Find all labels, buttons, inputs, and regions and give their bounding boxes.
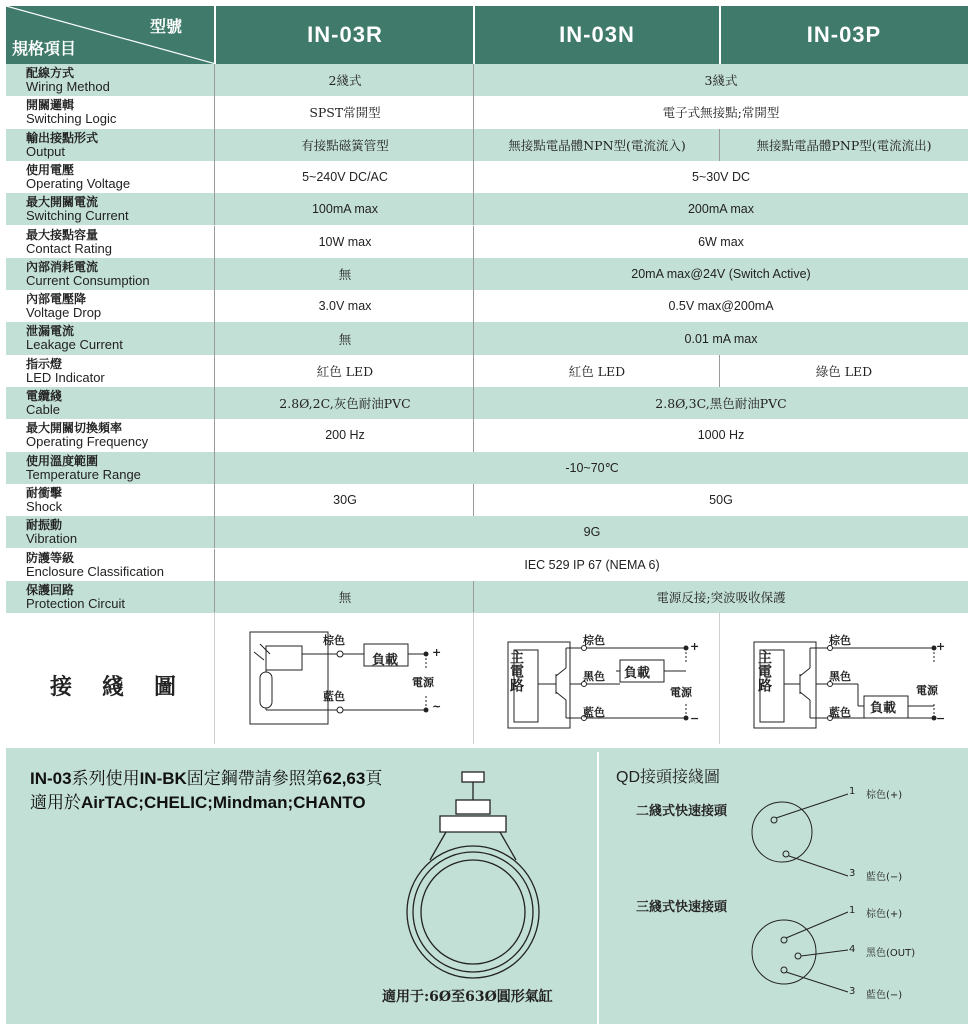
spec-label-zh: 耐振動	[26, 518, 63, 533]
spec-value-in03r: 30G	[333, 493, 357, 508]
spec-label	[26, 518, 77, 546]
spec-label	[26, 292, 101, 320]
spec-label	[26, 163, 130, 191]
spec-row	[6, 516, 968, 548]
spec-row	[6, 193, 968, 225]
spec-label	[26, 324, 123, 352]
spec-value-in03r: SPST常開型	[309, 105, 381, 121]
spec-value-all: -10~70℃	[565, 461, 619, 476]
in03n-minus-sign: −	[690, 712, 700, 725]
in03n-main-circuit-label: 主電路	[508, 650, 524, 692]
spec-value-in03p: 無接點電晶體PNP型(電流流出)	[756, 137, 932, 153]
spec-value-all: 9G	[583, 525, 601, 540]
spec-value-in03n: 無接點電晶體NPN型(電流流入)	[508, 137, 686, 153]
spec-label-en: Switching Current	[26, 208, 129, 224]
wiring-diagram-in03n	[500, 624, 710, 740]
spec-value-in03n-p: 50G	[709, 493, 733, 508]
spec-label-en: Operating Frequency	[26, 434, 149, 450]
spec-label	[26, 583, 125, 611]
spec-value-in03r: 有接點磁簧管型	[301, 137, 389, 153]
in03r-ac-sign: ~	[432, 700, 442, 713]
in03r-brown-label: 棕色	[323, 634, 345, 647]
spec-row	[6, 452, 968, 484]
qd2-pin1-label: 棕色(+)	[866, 790, 903, 801]
in03n-brown-label: 棕色	[583, 634, 605, 647]
spec-label-en: Operating Voltage	[26, 175, 131, 191]
qd2-pin3-label: 藍色(−)	[866, 872, 903, 883]
spec-label-en: Voltage Drop	[26, 305, 102, 321]
spec-label	[26, 98, 116, 126]
bracket-note: IN-03系列使用IN-BK固定鋼帶請參照第62,63頁	[30, 769, 383, 788]
spec-value-in03r: 紅色 LED	[316, 363, 374, 379]
spec-value-in03n-p: 電子式無接點;常開型	[662, 105, 780, 121]
spec-label-en: Cable	[26, 402, 60, 417]
spec-value-in03r: 2.8Ø,2C,灰色耐油PVC	[279, 396, 411, 412]
spec-label-en: Output	[26, 143, 66, 159]
spec-label-zh: 最大接點容量	[26, 227, 99, 242]
spec-label	[26, 131, 98, 159]
spec-row	[6, 290, 968, 322]
spec-value-in03n-p: 0.5V max@200mA	[668, 299, 774, 314]
spec-label	[26, 357, 105, 385]
spec-row	[6, 258, 968, 290]
spec-value-in03r: 5~240V DC/AC	[302, 170, 388, 185]
spec-value-in03r: 2綫式	[328, 73, 362, 89]
spec-row	[6, 64, 968, 96]
spec-label-en: Switching Logic	[26, 111, 117, 127]
spec-row	[6, 161, 968, 193]
spec-label-zh: 內部電壓降	[26, 292, 87, 307]
in03p-power-label: 電源	[916, 684, 938, 697]
spec-value-in03r: 3.0V max	[318, 299, 372, 314]
spec-value-in03p: 綠色 LED	[815, 363, 873, 379]
spec-value-in03n-p: 5~30V DC	[691, 170, 751, 185]
spec-value-in03r: 無	[338, 589, 352, 605]
model-in03p-header: IN-03P	[806, 22, 882, 47]
qd3-pin4-number: 4	[849, 944, 856, 955]
compatibility-note: 適用於AirTAC;CHELIC;Mindman;CHANTO	[30, 793, 366, 812]
spec-value-all: IEC 529 IP 67 (NEMA 6)	[524, 557, 660, 572]
qd-two-wire-connector	[740, 784, 860, 884]
spec-row	[6, 387, 968, 419]
header-spec-label: 規格項目	[12, 39, 77, 58]
spec-value-in03n-p: 6W max	[698, 234, 744, 249]
spec-value-in03r: 200 Hz	[325, 428, 365, 443]
spec-value-in03n-p: 1000 Hz	[697, 428, 745, 443]
in03n-power-label: 電源	[670, 686, 692, 699]
spec-label	[26, 66, 110, 94]
spec-label-en: Enclosure Classification	[26, 563, 165, 579]
spec-value-in03n-p: 2.8Ø,3C,黑色耐油PVC	[655, 396, 787, 412]
in03r-plus-sign: +	[432, 646, 442, 659]
qd2-pin1-number: 1	[849, 786, 856, 797]
in03p-brown-label: 棕色	[829, 634, 851, 647]
spec-label	[26, 486, 62, 514]
spec-label-en: Wiring Method	[26, 79, 110, 94]
spec-value-in03n-p: 20mA max@24V (Switch Active)	[631, 266, 811, 281]
spec-row	[6, 129, 968, 161]
model-in03n-header: IN-03N	[559, 22, 635, 47]
spec-label-zh: 保護回路	[26, 582, 75, 597]
qd2-pin3-number: 3	[849, 868, 856, 879]
spec-label-zh: 指示燈	[26, 356, 63, 371]
mounting-band-illustration	[400, 770, 550, 984]
spec-label-zh: 耐衝擊	[26, 485, 63, 500]
spec-label-en: Temperature Range	[26, 466, 141, 482]
spec-label-en: Vibration	[26, 531, 78, 547]
spec-label-zh: 使用溫度範圍	[26, 453, 99, 468]
in03p-blue-label: 藍色	[829, 706, 851, 719]
spec-label	[26, 260, 150, 288]
spec-label-zh: 防護等級	[26, 550, 75, 565]
spec-label-zh: 配線方式	[26, 66, 75, 80]
in03p-black-label: 黑色	[829, 670, 851, 683]
spec-label-zh: 輸出接點形式	[26, 130, 99, 145]
spec-label-en: Leakage Current	[26, 337, 123, 353]
cylinder-range-caption: 適用于:6Ø至63Ø圓形氣缸	[382, 989, 553, 1005]
in03p-load-label: 負載	[870, 701, 897, 716]
spec-label-en: Current Consumption	[26, 272, 150, 288]
spec-label-zh: 內部消耗電流	[26, 259, 99, 274]
spec-label-en: Shock	[26, 498, 63, 514]
wiring-diagram-title: 接綫圖	[50, 674, 207, 700]
spec-value-in03n: 紅色 LED	[568, 363, 626, 379]
in03p-minus-sign: −	[936, 712, 946, 725]
spec-label	[26, 389, 62, 417]
spec-label-zh: 最大開關切換頻率	[26, 421, 123, 436]
model-in03r-header: IN-03R	[307, 22, 383, 47]
in03r-blue-label: 藍色	[323, 690, 345, 703]
qd-three-wire-connector	[740, 900, 860, 1010]
qd3-pin3-number: 3	[849, 986, 856, 997]
in03p-plus-sign: +	[936, 640, 946, 653]
spec-value-in03n-p: 3綫式	[704, 73, 738, 89]
spec-value-in03r: 無	[338, 266, 352, 282]
spec-row	[6, 322, 968, 354]
qd3-pin1-number: 1	[849, 905, 856, 916]
qd-two-wire-title: 二綫式快速接頭	[636, 804, 728, 819]
spec-row	[6, 226, 968, 258]
spec-value-in03r: 10W max	[318, 234, 372, 249]
qd3-pin4-label: 黑色(OUT)	[866, 948, 916, 959]
spec-label-zh: 電纜綫	[26, 389, 63, 403]
spec-row	[6, 484, 968, 516]
spec-label-zh: 最大開關電流	[26, 195, 99, 210]
qd3-pin1-label: 棕色(+)	[866, 909, 903, 920]
qd3-pin3-label: 藍色(−)	[866, 990, 903, 1001]
spec-value-in03n-p: 電源反接;突波吸收保護	[656, 589, 786, 605]
spec-value-in03r: 100mA max	[311, 202, 378, 217]
spec-row	[6, 581, 968, 613]
in03n-plus-sign: +	[690, 640, 700, 653]
spec-label	[26, 454, 141, 482]
spec-label-zh: 使用電壓	[26, 162, 75, 177]
spec-label-zh: 開關邏輯	[26, 98, 75, 113]
in03n-load-label: 負載	[624, 666, 651, 681]
in03p-main-circuit-label: 主電路	[756, 650, 772, 692]
in03r-load-label: 負載	[372, 653, 399, 668]
spec-row	[6, 355, 968, 387]
spec-row	[6, 96, 968, 128]
spec-label	[26, 195, 129, 223]
spec-label	[26, 228, 112, 256]
spec-value-in03n-p: 0.01 mA max	[684, 331, 758, 346]
header-model-label: 型號	[150, 17, 183, 36]
qd-connector-title: QD接頭接綫圖	[616, 769, 721, 786]
spec-label-en: Protection Circuit	[26, 595, 125, 611]
spec-label-zh: 泄漏電流	[26, 324, 75, 339]
spec-label-en: Contact Rating	[26, 240, 112, 256]
spec-label-en: LED Indicator	[26, 369, 105, 385]
spec-label	[26, 421, 148, 449]
spec-value-in03n-p: 200mA max	[687, 202, 754, 217]
in03n-black-label: 黑色	[583, 670, 605, 683]
spec-label	[26, 551, 164, 579]
spec-row	[6, 549, 968, 581]
in03n-blue-label: 藍色	[583, 706, 605, 719]
spec-row	[6, 419, 968, 451]
qd-three-wire-title: 三綫式快速接頭	[636, 900, 728, 915]
in03r-power-label: 電源	[412, 676, 434, 689]
spec-value-in03r: 無	[338, 331, 352, 347]
